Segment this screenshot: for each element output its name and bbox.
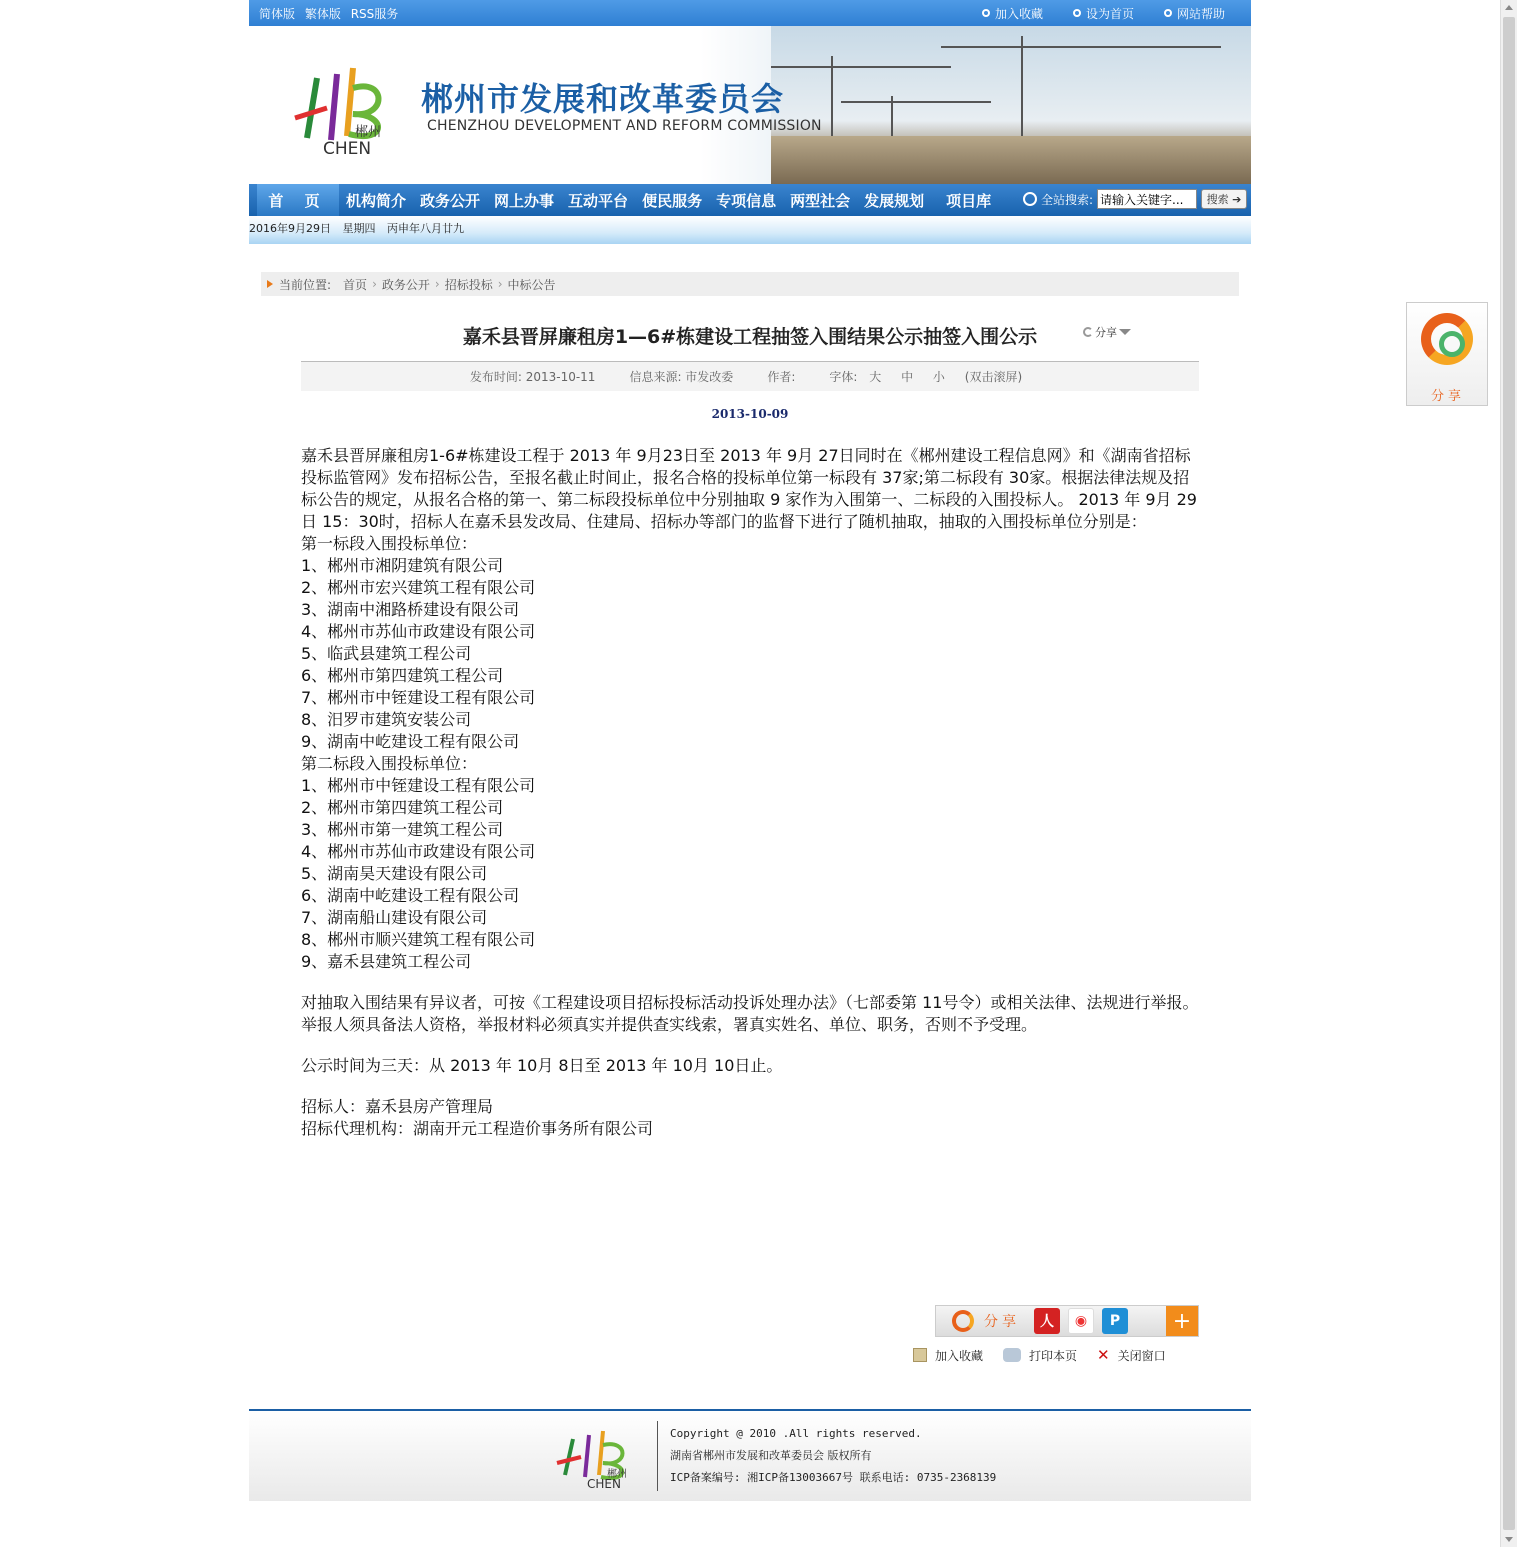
- construction-photo: [771, 26, 1251, 184]
- scroll-up-icon[interactable]: [1505, 5, 1513, 10]
- share-dropdown[interactable]: [1083, 324, 1131, 340]
- scroll-hint: (双击滚屏): [964, 370, 1023, 384]
- nav-item-two-type-society[interactable]: 两型社会: [790, 191, 851, 210]
- list-item: 9、湖南中屹建设工程有限公司: [301, 732, 520, 751]
- share-bar: [935, 1305, 1199, 1337]
- article-title-row: [249, 322, 1251, 349]
- list-item: 8、汨罗市建筑安装公司: [301, 710, 472, 729]
- link-site-help[interactable]: [1164, 5, 1225, 22]
- chevron-right-icon: ›: [434, 277, 440, 291]
- article-title: 嘉禾县晋屏廉租房1—6#栋建设工程抽签入围结果公示抽签入围公示: [462, 326, 1038, 348]
- more-icon[interactable]: +: [1166, 1306, 1198, 1336]
- footer-text: [670, 1423, 996, 1489]
- tencent-icon[interactable]: P: [1102, 1308, 1128, 1334]
- floating-share-label: 分享: [1430, 389, 1465, 404]
- link-traditional[interactable]: 繁体版: [304, 6, 341, 21]
- list-item: 1、郴州市中铚建设工程有限公司: [301, 776, 536, 795]
- list-item: 4、郴州市苏仙市政建设有限公司: [301, 842, 536, 861]
- list-item: 7、郴州市中铚建设工程有限公司: [301, 688, 536, 707]
- search-button-label: 搜索: [1206, 193, 1229, 206]
- article-meta: [301, 361, 1199, 391]
- bookmark-icon: [913, 1348, 927, 1362]
- current-weekday: 星期四: [342, 222, 376, 235]
- svg-text:郴州: 郴州: [355, 125, 382, 140]
- nav-item-interaction[interactable]: 互动平台: [568, 191, 629, 210]
- list-item: 6、湖南中屹建设工程有限公司: [301, 886, 520, 905]
- link-set-homepage-label: 设为首页: [1085, 6, 1134, 21]
- agency: 招标代理机构：湖南开元工程造价事务所有限公司: [301, 1119, 654, 1138]
- footer-logo: [553, 1423, 643, 1489]
- close-icon: ✕: [1097, 1346, 1110, 1364]
- list-item: 5、临武县建筑工程公司: [301, 644, 472, 663]
- link-set-homepage[interactable]: [1073, 5, 1134, 22]
- breadcrumb-bidding[interactable]: 招标投标: [444, 277, 493, 292]
- list-item: 9、嘉禾县建筑工程公司: [301, 952, 472, 971]
- share-icon: [1083, 327, 1093, 337]
- close-window-button[interactable]: [1097, 1346, 1166, 1364]
- vertical-scrollbar[interactable]: [1500, 0, 1517, 1547]
- list-item: 7、湖南船山建设有限公司: [301, 908, 488, 927]
- search-button[interactable]: 搜索 ➔: [1201, 189, 1247, 209]
- chenzhou-logo: [287, 48, 399, 158]
- nav-item-about[interactable]: 机构简介: [346, 191, 407, 210]
- info-source: 信息来源: 市发改委: [629, 370, 734, 384]
- printer-icon: [1003, 1348, 1021, 1362]
- font-size-medium[interactable]: 中: [901, 370, 914, 384]
- font-size-controls: [829, 368, 1030, 385]
- objection-paragraph: 对抽取入围结果有异议者，可按《工程建设项目招标投标活动投诉处理办法》（七部委第 11号令）或相关法律、法规进行举报。举报人须具备法人资格，举报材料必须真实并提供查实线索，署真实姓名、单位、职务，否则不予受理。: [301, 993, 1199, 1034]
- share-logo-icon: [952, 1310, 974, 1332]
- period-paragraph: 公示时间为三天：从 2013 年 10月 8日至 2013 年 10月 10日止。: [301, 1056, 783, 1075]
- print-label: 打印本页: [1029, 1348, 1078, 1363]
- breadcrumb-government[interactable]: 政务公开: [381, 277, 430, 292]
- bullet-icon: [1164, 9, 1172, 17]
- chevron-right-icon: ›: [497, 277, 503, 291]
- nav-item-government[interactable]: 政务公开: [420, 191, 481, 210]
- svg-text:CHEN: CHEN: [323, 139, 372, 158]
- bullet-icon: [982, 9, 990, 17]
- main-nav: [249, 184, 1251, 216]
- nav-item-projects[interactable]: 项目库: [946, 191, 992, 210]
- nav-home[interactable]: 首 页: [257, 184, 339, 216]
- floating-share-button[interactable]: [1406, 302, 1488, 406]
- current-date: 2016年9月29日: [249, 222, 331, 235]
- search-icon: [1023, 192, 1037, 206]
- svg-text:郴州: 郴州: [607, 1469, 627, 1480]
- bullet-icon: [1073, 9, 1081, 17]
- link-simplified[interactable]: 简体版: [259, 6, 296, 21]
- link-add-favorite[interactable]: [982, 5, 1043, 22]
- font-size-label: 字体:: [829, 370, 858, 384]
- share-bar-label: 分享: [984, 1314, 1020, 1330]
- scroll-down-icon[interactable]: [1505, 1537, 1513, 1542]
- lunar-date: 丙申年八月廿九: [387, 222, 464, 235]
- breadcrumb-home[interactable]: 首页: [343, 277, 368, 292]
- section2-title: 第二标段入围投标单位：: [301, 754, 478, 773]
- list-item: 2、郴州市宏兴建筑工程有限公司: [301, 578, 536, 597]
- nav-item-public-service[interactable]: 便民服务: [642, 191, 703, 210]
- list-item: 1、郴州市湘阴建筑有限公司: [301, 556, 504, 575]
- scroll-thumb[interactable]: [1503, 17, 1515, 1530]
- list-item: 3、郴州市第一建筑工程公司: [301, 820, 504, 839]
- share-logo-icon: [1421, 313, 1473, 365]
- add-favorite-label: 加入收藏: [935, 1348, 984, 1363]
- footer-icp: ICP备案编号: 湘ICP备13003667号 联系电话: 0735-2368139: [670, 1471, 997, 1484]
- svg-text:CHEN: CHEN: [587, 1477, 621, 1489]
- list-item: 6、郴州市第四建筑工程公司: [301, 666, 504, 685]
- article-body: [301, 445, 1199, 1140]
- nav-item-special-info[interactable]: 专项信息: [716, 191, 777, 210]
- nav-item-planning[interactable]: 发展规划: [864, 191, 925, 210]
- list-item: 3、湖南中湘路桥建设有限公司: [301, 600, 520, 619]
- footer: [249, 1409, 1251, 1501]
- footer-divider: [657, 1421, 658, 1491]
- add-favorite-button[interactable]: [913, 1346, 983, 1364]
- font-size-small[interactable]: 小: [932, 370, 945, 384]
- renren-icon[interactable]: 人: [1034, 1308, 1060, 1334]
- publish-time: 发布时间: 2013-10-11: [469, 370, 596, 384]
- author: 作者:: [767, 370, 796, 384]
- article-date: 2013-10-09: [711, 407, 789, 421]
- site-search: [1023, 189, 1247, 209]
- banner: [249, 26, 1251, 184]
- chevron-right-icon: ›: [372, 277, 377, 291]
- search-input[interactable]: [1097, 189, 1197, 209]
- footer-owner: 湖南省郴州市发展和改革委员会 版权所有: [670, 1449, 872, 1462]
- site-subtitle: CHENZHOU DEVELOPMENT AND REFORM COMMISSION: [427, 118, 822, 134]
- arrow-icon: [267, 280, 273, 288]
- top-bar: [249, 0, 1251, 26]
- list-item: 2、郴州市第四建筑工程公司: [301, 798, 504, 817]
- share-dropdown-label: 分享: [1095, 326, 1117, 339]
- search-label: 全站搜索:: [1040, 192, 1093, 207]
- chevron-down-icon: [1119, 329, 1131, 335]
- link-rss[interactable]: RSS服务: [350, 6, 399, 21]
- breadcrumb-label: 当前位置:: [279, 277, 332, 292]
- weibo-icon[interactable]: ◉: [1068, 1308, 1094, 1334]
- page-container: [249, 0, 1251, 1489]
- page-tools: [913, 1346, 1166, 1364]
- close-window-label: 关闭窗口: [1117, 1348, 1166, 1363]
- list-item: 8、郴州市顺兴建筑工程有限公司: [301, 930, 536, 949]
- list-item: 4、郴州市苏仙市政建设有限公司: [301, 622, 536, 641]
- print-button[interactable]: [1003, 1346, 1077, 1364]
- footer-copyright: Copyright @ 2010 .All rights reserved.: [670, 1427, 922, 1440]
- breadcrumb-award[interactable]: 中标公告: [507, 277, 556, 292]
- link-add-favorite-label: 加入收藏: [994, 6, 1043, 21]
- intro-paragraph: 嘉禾县晋屏廉租房1-6#栋建设工程于 2013 年 9月23日至 2013 年 9月 27日同时在《郴州建设工程信息网》和《湖南省招标投标监管网》发布招标公告，至报名截止时间止，报名合格的投标单位第一标段有 37家;第二标段有 30家。根据法律法规及招标公告的规定，从报名合格的第一、第二标段投标单位中分别抽取 9 家作为入围第一、二标段的入围投标人。 2013 年 9月 29日 15：30时，招标人在嘉禾县发改局、住建局、招标办等部门的监督下进行了随机抽取，抽取的入围投标单位分别是：: [301, 446, 1197, 531]
- section1-title: 第一标段入围投标单位：: [301, 534, 478, 553]
- font-size-large[interactable]: 大: [869, 370, 882, 384]
- top-left-links: [259, 5, 404, 22]
- site-title: 郴州市发展和改革委员会: [421, 80, 785, 118]
- top-right-links: [982, 5, 1241, 22]
- list-item: 5、湖南昊天建设有限公司: [301, 864, 488, 883]
- link-site-help-label: 网站帮助: [1176, 6, 1225, 21]
- date-bar: [249, 216, 1251, 244]
- tenderer: 招标人：嘉禾县房产管理局: [301, 1097, 494, 1116]
- breadcrumb: [261, 272, 1239, 296]
- nav-item-online-service[interactable]: 网上办事: [494, 191, 555, 210]
